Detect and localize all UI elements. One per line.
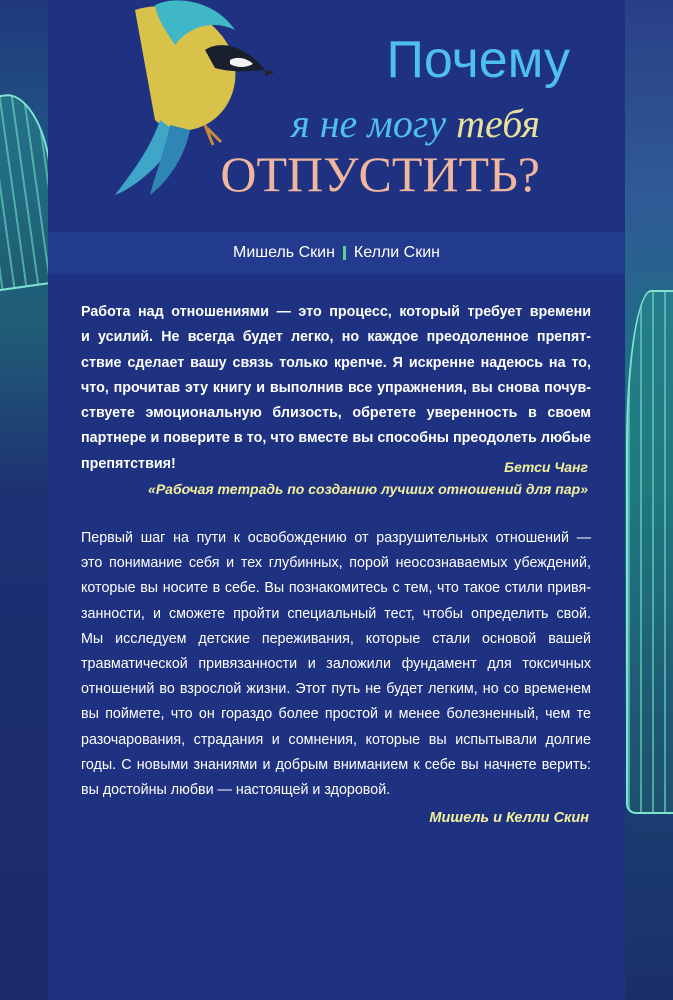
author-name-2: Келли Скин [353,244,440,261]
quote-author: Бетси Чанг [504,459,588,475]
authors-bar [48,232,625,274]
title-line-2-part-a: я не могу [291,101,457,146]
title-line-2 [291,100,540,147]
description-line: разочарования, страдания и сомнения, которые вы испытывали долгие [81,731,591,748]
quote-line: что, прочитав эту книгу и выполнив все упражнения, вы снова почув- [81,379,591,396]
title-line-3: ОТПУСТИТЬ? [220,146,540,202]
quote-line: и усилий. Не всегда будет легко, но каждое преодоленное препят- [81,329,591,346]
quote-line: Работа над отношениями — это процесс, который требует времени [81,304,591,320]
description-line: травматической привязанности и заложили фундамент для токсичных [81,656,591,673]
description-line: отношений во взрослой жизни. Этот путь не будет легким, но со временем [81,681,591,698]
description-line: занности, и сможете пройти специальный тест, чтобы определить свой. [81,605,591,622]
quote-line: ствие сделает вашу связь только крепче. Я искренне надеюсь на то, [81,354,591,371]
description-line: это понимание себя и тех глубинных, порой неосознаваемых убеждений, [81,555,591,572]
title-line-2-part-b: тебя [456,101,540,146]
description-line: Мы исследуем детские переживания, которые стали основой вашей [81,630,591,647]
quote-line: ствуете эмоциональную близость, обретете уверенность в своем [81,405,591,422]
description-line: Первый шаг на пути к освобождению от разрушительных отношений — [81,530,591,546]
description-line: которые вы носите в себе. Вы познакомитесь с тем, что такое стили привя- [81,580,591,597]
author-name-1: Мишель Скин [233,244,335,261]
description-line: вы поймете, что он гораздо более простой и менее болезненный, чем те [81,706,591,723]
quote-source: «Рабочая тетрадь по созданию лучших отношений для пар» [148,481,588,497]
description-line: годы. С новыми знаниями и добрым вниманием к себе вы начнете верить: [81,756,591,773]
quote-line: препятствия! [81,455,176,472]
quote-paragraph [81,300,591,477]
birdcage-illustration-right [626,290,673,814]
authors-signature: Мишель и Келли Скин [429,810,589,826]
description-paragraph [81,526,591,803]
title-line-1: Почему [386,31,570,89]
author-separator [343,246,346,260]
quote-line: партнере и поверите в то, что вместе вы способны преодолеть любые [81,430,591,447]
description-line: вы достойны любви — настоящей и здоровой. [81,782,391,799]
